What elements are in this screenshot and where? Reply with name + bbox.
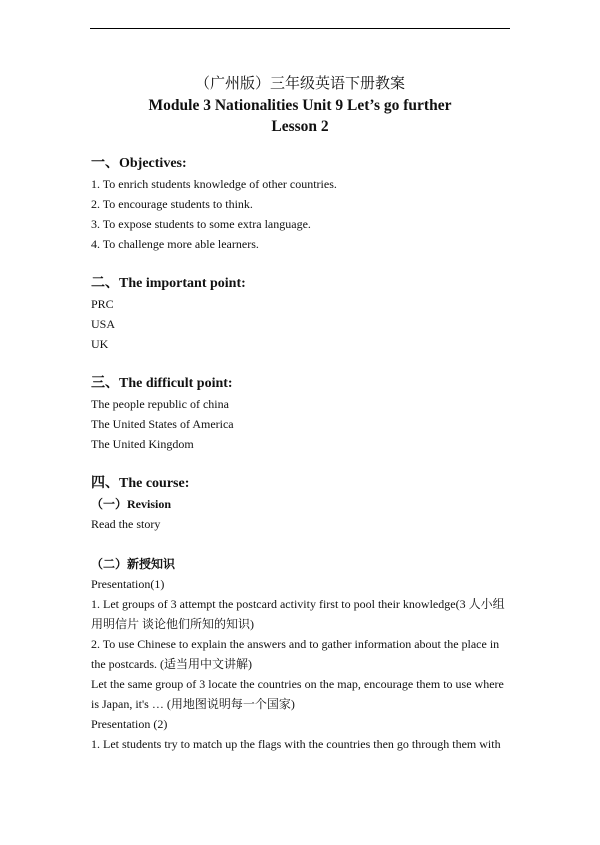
revision-heading: （一）Revision bbox=[91, 497, 172, 511]
objective-item: 4. To challenge more able learners. bbox=[91, 237, 259, 251]
difficult-point-item: The people republic of china bbox=[91, 397, 229, 411]
document-header bbox=[0, 74, 600, 137]
objective-item: 3. To expose students to some extra language. bbox=[91, 217, 311, 231]
presentation-1-line: 2. To use Chinese to explain the answers and to gather information about the place in bbox=[91, 637, 500, 651]
presentation-2-label: Presentation (2) bbox=[91, 717, 168, 731]
presentation-1-line: is Japan, it's … (用地图说明每一个国家) bbox=[91, 697, 295, 711]
important-point-item: UK bbox=[91, 337, 109, 351]
objective-item: 1. To enrich students knowledge of other countries. bbox=[91, 177, 337, 191]
presentation-1-line: the postcards. (适当用中文讲解) bbox=[91, 657, 252, 671]
presentation-1-line: 1. Let groups of 3 attempt the postcard activity first to pool their knowledge(3 人小组 bbox=[91, 597, 505, 611]
title-lesson: Lesson 2 bbox=[271, 118, 329, 135]
title-chinese: （广州版）三年级英语下册教案 bbox=[194, 76, 405, 92]
presentation-1-line: Let the same group of 3 locate the countries on the map, encourage them to use where bbox=[91, 677, 504, 691]
objectives-heading: 一、Objectives: bbox=[91, 156, 187, 171]
revision-text: Read the story bbox=[91, 517, 161, 531]
presentation-1-label: Presentation(1) bbox=[91, 577, 165, 591]
important-point-heading: 二、The important point: bbox=[91, 276, 246, 291]
new-knowledge-heading: （二）新授知识 bbox=[91, 557, 176, 571]
important-point-item: PRC bbox=[91, 297, 114, 311]
important-point-item: USA bbox=[91, 317, 116, 331]
title-module: Module 3 Nationalities Unit 9 Let’s go further bbox=[148, 97, 452, 114]
difficult-point-heading: 三、The difficult point: bbox=[91, 376, 233, 391]
objective-item: 2. To encourage students to think. bbox=[91, 197, 253, 211]
top-rule bbox=[90, 28, 510, 29]
difficult-point-item: The United Kingdom bbox=[91, 437, 194, 451]
difficult-point-item: The United States of America bbox=[91, 417, 234, 431]
document-body bbox=[91, 154, 511, 754]
course-heading: 四、The course: bbox=[91, 476, 190, 491]
presentation-2-line: 1. Let students try to match up the flags with the countries then go through them with bbox=[91, 737, 501, 751]
presentation-1-line: 用明信片 谈论他们所知的知识) bbox=[91, 617, 254, 631]
